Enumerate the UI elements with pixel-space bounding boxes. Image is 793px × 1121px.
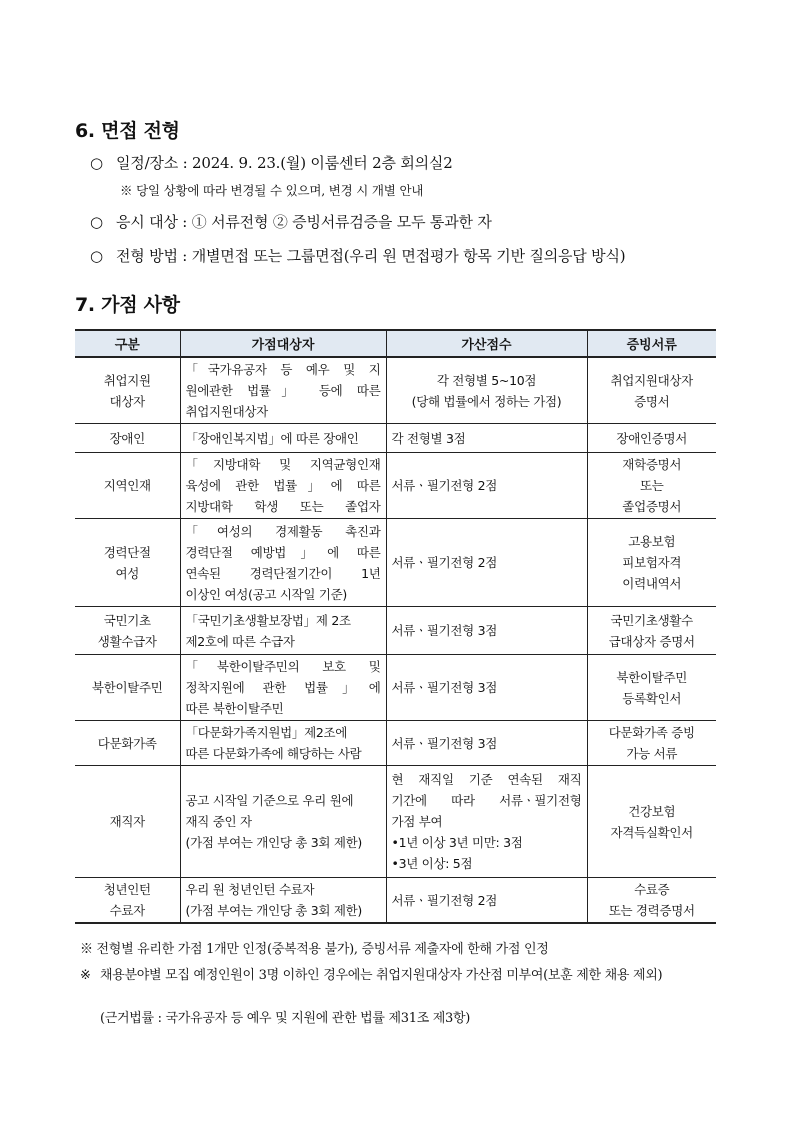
- circle-bullet-icon: ○: [90, 247, 103, 265]
- note-mark: ※: [120, 183, 133, 198]
- method-item: [90, 245, 625, 266]
- points-cell: 서류ㆍ필기전형 2점: [386, 453, 587, 519]
- legal-basis: (근거법률 : 국가유공자 등 예우 및 지원에 관한 법률 제31조 제3항): [100, 1011, 471, 1026]
- target-cell: 공고 시작일 기준으로 우리 원에 재직 중인 자 (가점 부여는 개인당 총 3회 제한): [180, 766, 386, 878]
- category-cell: 경력단절 여성: [75, 519, 180, 607]
- method-text: 전형 방법 : 개별면접 또는 그룹면접(우리 원 면접평가 항목 기반 질의응답 방식): [116, 247, 626, 265]
- category-cell: 지역인재: [75, 453, 180, 519]
- docs-cell: 재학증명서 또는 졸업증명서: [587, 453, 716, 519]
- section-7-heading: 7. 가점 사항: [75, 294, 180, 316]
- points-cell: 현 재직일 기준 연속된 재직 기간에 따라 서류ㆍ필기전형 가점 부여 •1년 이상 3년 미만: 3점 •3년 이상: 5점: [386, 766, 587, 878]
- target-cell: 우리 원 청년인턴 수료자 (가점 부여는 개인당 총 3회 제한): [180, 878, 386, 924]
- target-cell: 「지방대학 및 지역균형인재 육성에 관한 법률」에 따른 지방대학 학생 또는 졸업자: [180, 453, 386, 519]
- table-header-row: [75, 330, 716, 357]
- target-cell: 「국민기초생활보장법」제 2조 제2호에 따른 수급자: [180, 607, 386, 655]
- docs-cell: 고용보험 피보험자격 이력내역서: [587, 519, 716, 607]
- points-cell: 각 전형별 3점: [386, 424, 587, 453]
- points-cell: 서류ㆍ필기전형 3점: [386, 655, 587, 721]
- table-row: [75, 357, 716, 424]
- docs-cell: 북한이탈주민 등록확인서: [587, 655, 716, 721]
- table-row: [75, 607, 716, 655]
- circle-bullet-icon: ○: [90, 213, 103, 231]
- category-cell: 북한이탈주민: [75, 655, 180, 721]
- points-cell: 각 전형별 5~10점 (당해 법률에서 정하는 가점): [386, 357, 587, 424]
- bonus-points-table: [75, 329, 716, 924]
- schedule-note: [120, 181, 423, 199]
- table-row: [75, 519, 716, 607]
- header-target: 가점대상자: [180, 330, 386, 357]
- footnote-2: [80, 967, 720, 984]
- header-docs: 증빙서류: [587, 330, 716, 357]
- table-row: [75, 453, 716, 519]
- category-cell: 재직자: [75, 766, 180, 878]
- docs-cell: 수료증 또는 경력증명서: [587, 878, 716, 924]
- footnote-2-text: 채용분야별 모집 예정인원이 3명 이하인 경우에는 취업지원대상자 가산점 미부여(보훈 제한 채용 제외): [100, 968, 663, 983]
- footnote-1-text: 전형별 유리한 가점 1개만 인정(중복적용 불가), 증빙서류 제출자에 한해 가점 인정: [96, 942, 549, 957]
- note-mark: ※: [80, 968, 91, 983]
- header-points: 가산점수: [386, 330, 587, 357]
- section-6-heading: 6. 면접 전형: [75, 120, 180, 142]
- schedule-text: 일정/장소 : 2024. 9. 23.(월) 이룸센터 2층 회의실2: [116, 154, 453, 172]
- target-cell: 「여성의 경제활동 촉진과 경력단절 예방법」에 따른 연속된 경력단절기간이 1년 이상인 여성(공고 시작일 기준): [180, 519, 386, 607]
- category-cell: 청년인턴 수료자: [75, 878, 180, 924]
- category-cell: 장애인: [75, 424, 180, 453]
- points-cell: 서류ㆍ필기전형 2점: [386, 878, 587, 924]
- table-row: [75, 424, 716, 453]
- category-cell: 취업지원 대상자: [75, 357, 180, 424]
- points-cell: 서류ㆍ필기전형 3점: [386, 607, 587, 655]
- table-row: [75, 655, 716, 721]
- docs-cell: 장애인증명서: [587, 424, 716, 453]
- header-category: 구분: [75, 330, 180, 357]
- points-cell: 서류ㆍ필기전형 3점: [386, 721, 587, 766]
- table-row: [75, 878, 716, 924]
- schedule-note-text: 당일 상황에 따라 변경될 수 있으며, 변경 시 개별 안내: [136, 183, 424, 198]
- eligibility-text: 응시 대상 : ① 서류전형 ② 증빙서류검증을 모두 통과한 자: [116, 213, 492, 231]
- category-cell: 다문화가족: [75, 721, 180, 766]
- target-cell: 「북한이탈주민의 보호 및 정착지원에 관한 법률」에 따른 북한이탈주민: [180, 655, 386, 721]
- docs-cell: 국민기초생활수 급대상자 증명서: [587, 607, 716, 655]
- target-cell: 「국가유공자 등 예우 및 지 원에관한 법률」 등에 따른 취업지원대상자: [180, 357, 386, 424]
- table-row: [75, 721, 716, 766]
- docs-cell: 다문화가족 증빙 가능 서류: [587, 721, 716, 766]
- eligibility-item: [90, 211, 492, 232]
- target-cell: 「다문화가족지원법」제2조에 따른 다문화가족에 해당하는 사람: [180, 721, 386, 766]
- footnote-1: [80, 941, 548, 958]
- points-cell: 서류ㆍ필기전형 2점: [386, 519, 587, 607]
- target-cell: 「장애인복지법」에 따른 장애인: [180, 424, 386, 453]
- docs-cell: 건강보험 자격득실확인서: [587, 766, 716, 878]
- table-row: [75, 766, 716, 878]
- category-cell: 국민기초 생활수급자: [75, 607, 180, 655]
- docs-cell: 취업지원대상자 증명서: [587, 357, 716, 424]
- circle-bullet-icon: ○: [90, 154, 103, 172]
- schedule-item: [90, 152, 453, 173]
- note-mark: ※: [80, 942, 93, 957]
